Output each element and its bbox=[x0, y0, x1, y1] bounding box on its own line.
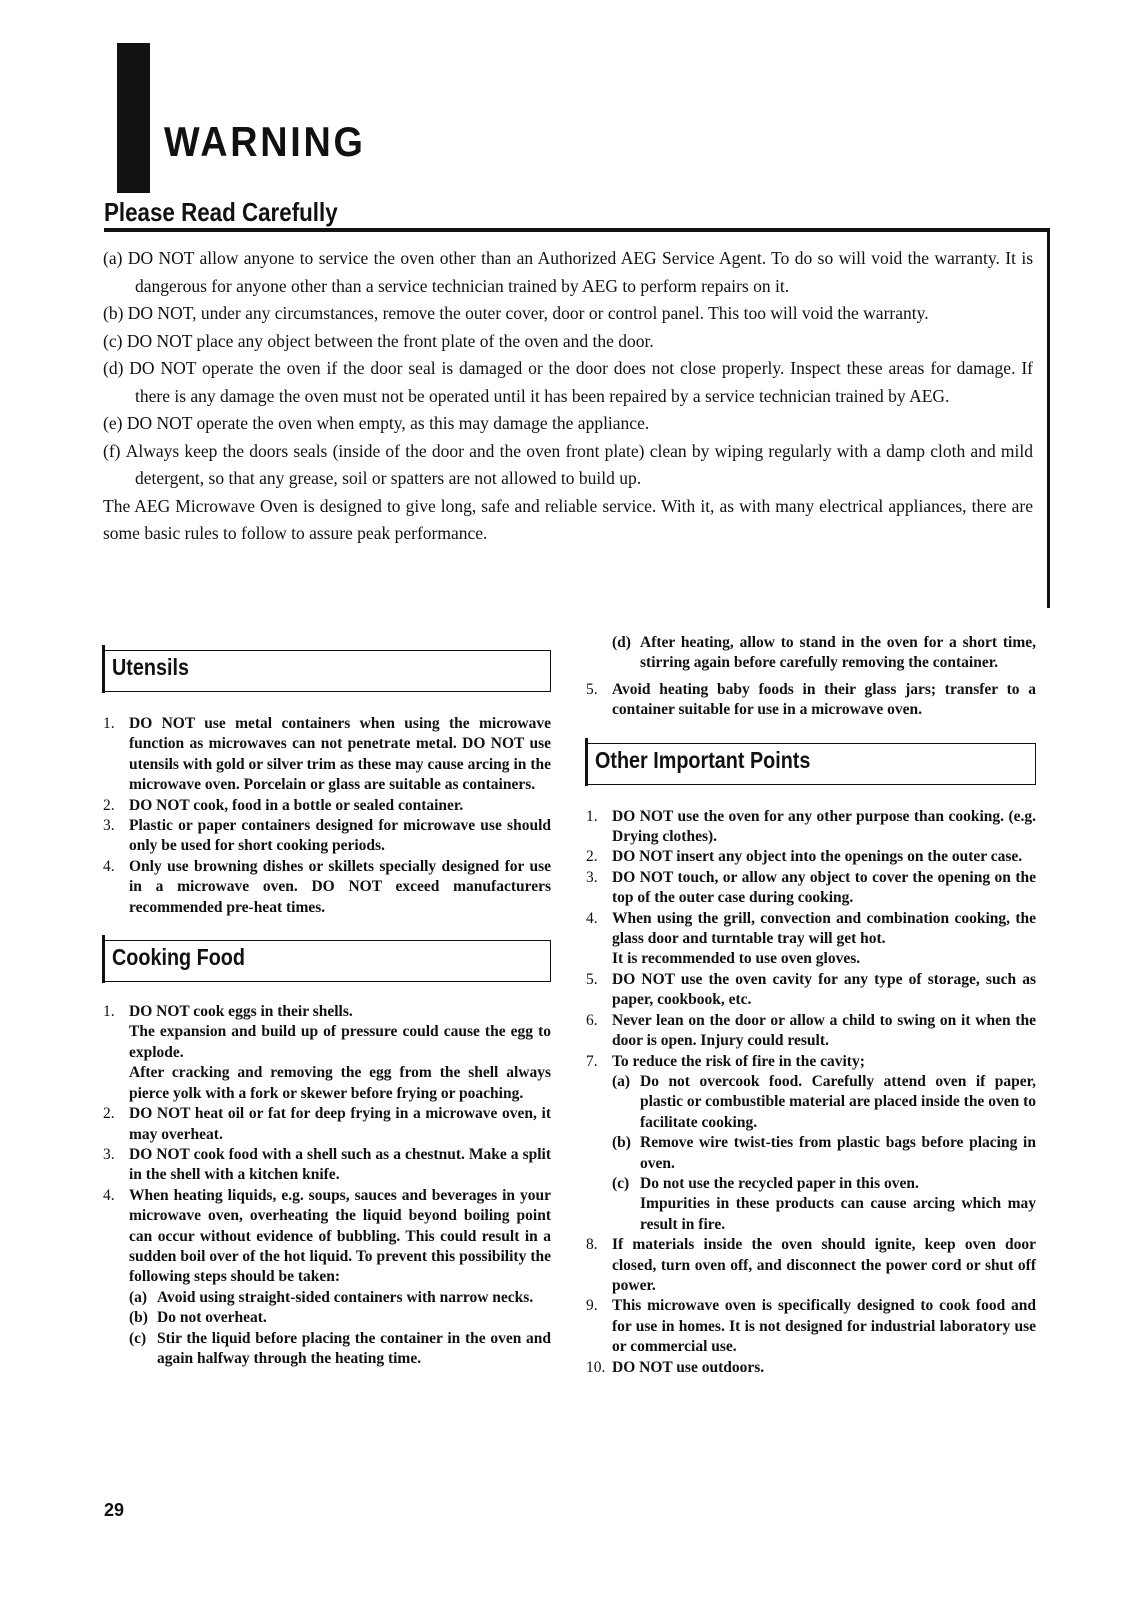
sub-item: (a) Do not overcook food. Carefully attend oven if paper, plastic or combustible material are placed inside the oven to facilitate cooking. bbox=[612, 1072, 1036, 1131]
list-item: 4. Only use browning dishes or skillets specially designed for use in a microwave oven. DO NOT exceed manufacturers recommended pre-heat times. bbox=[103, 857, 551, 916]
list-item: 7. To reduce the risk of fire in the cavity; bbox=[586, 1052, 865, 1070]
sub-item: (b) Remove wire twist-ties from plastic bags before placing in oven. bbox=[612, 1134, 1036, 1172]
page-subtitle: Please Read Carefully bbox=[104, 197, 338, 227]
list-item: 8. If materials inside the oven should ignite, keep oven door closed, turn oven off, and disconnect the power cord or shut off power. bbox=[586, 1236, 1036, 1294]
left-column bbox=[103, 650, 551, 1369]
list-item: 1. DO NOT use metal containers when using the microwave function as microwaves can not penetrate metal. DO NOT use utensils with gold or silver trim as these may cause arcing in the microwave oven. Porcelain or glass are suitable as containers. bbox=[103, 715, 551, 794]
utensils-heading: Utensils bbox=[112, 654, 189, 680]
heading-box-bar bbox=[102, 645, 105, 693]
other-heading-box bbox=[586, 743, 1036, 785]
heading-box-bar bbox=[102, 935, 105, 983]
list-item: 2. DO NOT cook, food in a bottle or sealed container. bbox=[103, 796, 464, 814]
list-item: 1. DO NOT use the oven for any other purpose than cooking. (e.g. Drying clothes). bbox=[586, 807, 1036, 846]
list-item: 5. Avoid heating baby foods in their glass jars; transfer to a container suitable for use in a microwave oven. bbox=[586, 680, 1036, 719]
list-item: 3. DO NOT cook food with a shell such as a chestnut. Make a split in the shell with a kitchen knife. bbox=[103, 1145, 551, 1184]
cooking-heading: Cooking Food bbox=[112, 944, 245, 971]
sub-item: (a) Avoid using straight-sided containers with narrow necks. bbox=[129, 1288, 534, 1306]
sub-item: (c) Stir the liquid before placing the container in the oven and again halfway through the heating time. bbox=[129, 1329, 551, 1367]
warning-item: (c) DO NOT place any object between the front plate of the oven and the door. bbox=[103, 330, 654, 351]
cooking-heading-box bbox=[103, 940, 551, 982]
right-column bbox=[586, 633, 1036, 1378]
list-item: 2. DO NOT insert any object into the openings on the outer case. bbox=[586, 848, 1023, 866]
warning-item: (b) DO NOT, under any circumstances, remove the outer cover, door or control panel. This too will void the warranty. bbox=[103, 303, 929, 323]
list-item: 4. When heating liquids, e.g. soups, sauces and beverages in your microwave oven, overheating the liquid beyond boiling point can occur without evidence of bubbling. This could result in a sudden boil over of the hot liquid. To prevent this possibility the following steps should be taken: bbox=[103, 1186, 551, 1286]
heading-box-bar bbox=[585, 738, 588, 786]
list-item: 10. DO NOT use outdoors. bbox=[586, 1358, 765, 1376]
page-title: WARNING bbox=[164, 118, 366, 165]
list-item bbox=[586, 1072, 1036, 1235]
list-item: 2. DO NOT heat oil or fat for deep frying in a microwave oven, it may overheat. bbox=[103, 1105, 551, 1143]
warning-item: (d) DO NOT operate the oven if the door seal is damaged or the door does not close properly. Inspect these areas for damage. If there is any damage the oven must not be operated until it has been repaired by a service technician trained by AEG. bbox=[103, 358, 1033, 406]
list-item: 6. Never lean on the door or allow a child to swing on it when the door is open. Injury could result. bbox=[586, 1011, 1036, 1050]
warning-list bbox=[103, 245, 1033, 548]
list-item bbox=[586, 633, 1036, 674]
list-item: 9. This microwave oven is specifically designed to cook food and for use in homes. It is not designed for industrial laboratory use or commercial use. bbox=[586, 1297, 1036, 1356]
other-heading: Other Important Points bbox=[595, 746, 811, 773]
list-item: 1. DO NOT cook eggs in their shells. The expansion and build up of pressure could cause the egg to explode. After cracking and removing the egg from the shell always pierce yolk with a fork or skewer before frying or poaching. bbox=[103, 1003, 551, 1102]
list-item: 4. When using the grill, convection and combination cooking, the glass door and turntable tray will get hot. It is recommended to use oven gloves. bbox=[586, 909, 1036, 968]
list-item bbox=[103, 1288, 551, 1370]
sub-item: (d) After heating, allow to stand in the oven for a short time, stirring again before carefully removing the container. bbox=[612, 634, 1036, 672]
page-number: 29 bbox=[104, 1500, 125, 1520]
sub-item: (c) Do not use the recycled paper in this oven. Impurities in these products can cause arcing which may result in fire. bbox=[612, 1174, 1036, 1233]
header-rule bbox=[104, 228, 1050, 232]
sub-item: (b) Do not overheat. bbox=[129, 1309, 267, 1327]
list-item: 5. DO NOT use the oven cavity for any type of storage, such as paper, cookbook, etc. bbox=[586, 970, 1036, 1009]
warning-item: (e) DO NOT operate the oven when empty, as this may damage the appliance. bbox=[103, 413, 650, 433]
list-item: 3. Plastic or paper containers designed for microwave use should only be used for short cooking periods. bbox=[103, 817, 551, 855]
warning-item: (a) DO NOT allow anyone to service the oven other than an Authorized AEG Service Agent. To do so will void the warranty. It is dangerous for anyone other than a service technician trained by AEG to perform repairs on it. bbox=[103, 248, 1033, 296]
list-item: 3. DO NOT touch, or allow any object to cover the opening on the top of the outer case during cooking. bbox=[586, 868, 1036, 907]
warning-box-right-rule bbox=[1047, 228, 1050, 608]
warning-item: (f) Always keep the doors seals (inside of the door and the oven front plate) clean by wiping regularly with a damp cloth and mild detergent, so that any grease, soil or spatters are not allowed to build up. bbox=[103, 440, 1033, 488]
header-black-bar bbox=[117, 43, 150, 193]
utensils-heading-box bbox=[103, 650, 551, 692]
intro-paragraph: The AEG Microwave Oven is designed to give long, safe and reliable service. With it, as with many electrical appliances, there are some basic rules to follow to assure peak performance. bbox=[103, 495, 1033, 543]
